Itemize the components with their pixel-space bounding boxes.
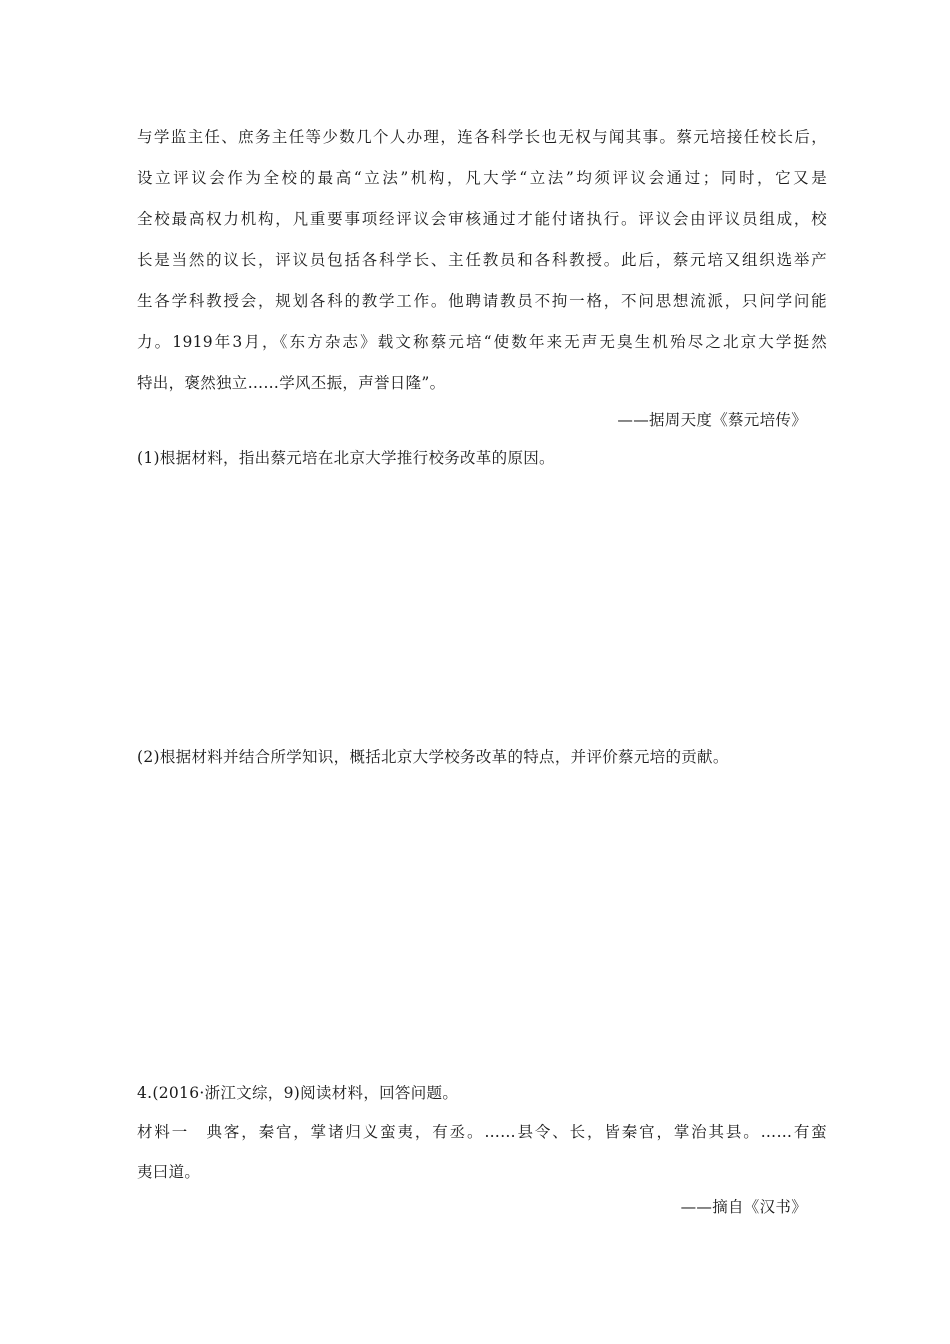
question-2: (2)根据材料并结合所学知识，概括北京大学校务改革的特点，并评价蔡元培的贡献。: [137, 748, 729, 766]
material-1-line: 材料一 典客，秦官，掌诸归义蛮夷，有丞。……县令、长，皆秦官，掌治其县。……有蛮: [137, 1123, 827, 1141]
passage-line: 与学监主任、庶务主任等少数几个人办理，连各科学长也无权与闻其事。蔡元培接任校长后，: [137, 128, 827, 146]
passage-line: 设立评议会作为全校的最高“立法”机构，凡大学“立法”均须评议会通过；同时，它又是: [137, 169, 827, 187]
material-1-source: ——摘自《汉书》: [680, 1198, 807, 1216]
passage-source: ——据周天度《蔡元培传》: [617, 411, 807, 429]
passage-line: 特出，褒然独立……学风丕振，声誉日隆”。: [137, 374, 446, 392]
problem-4-heading: 4.(2016·浙江文综，9)阅读材料，回答问题。: [137, 1084, 459, 1102]
passage-line: 长是当然的议长，评议员包括各科学长、主任教员和各科教授。此后，蔡元培又组织选举产: [137, 251, 827, 269]
passage-line: 力。1919年3月，《东方杂志》载文称蔡元培“使数年来无声无臭生机殆尽之北京大学挺然: [137, 333, 827, 351]
passage-line: 生各学科教授会，规划各科的教学工作。他聘请教员不拘一格，不问思想流派，只问学问能: [137, 292, 827, 310]
passage-line: 全校最高权力机构，凡重要事项经评议会审核通过才能付诸执行。评议会由评议员组成，校: [137, 210, 827, 228]
question-1: (1)根据材料，指出蔡元培在北京大学推行校务改革的原因。: [137, 449, 555, 467]
material-1-line: 夷曰道。: [137, 1163, 201, 1181]
